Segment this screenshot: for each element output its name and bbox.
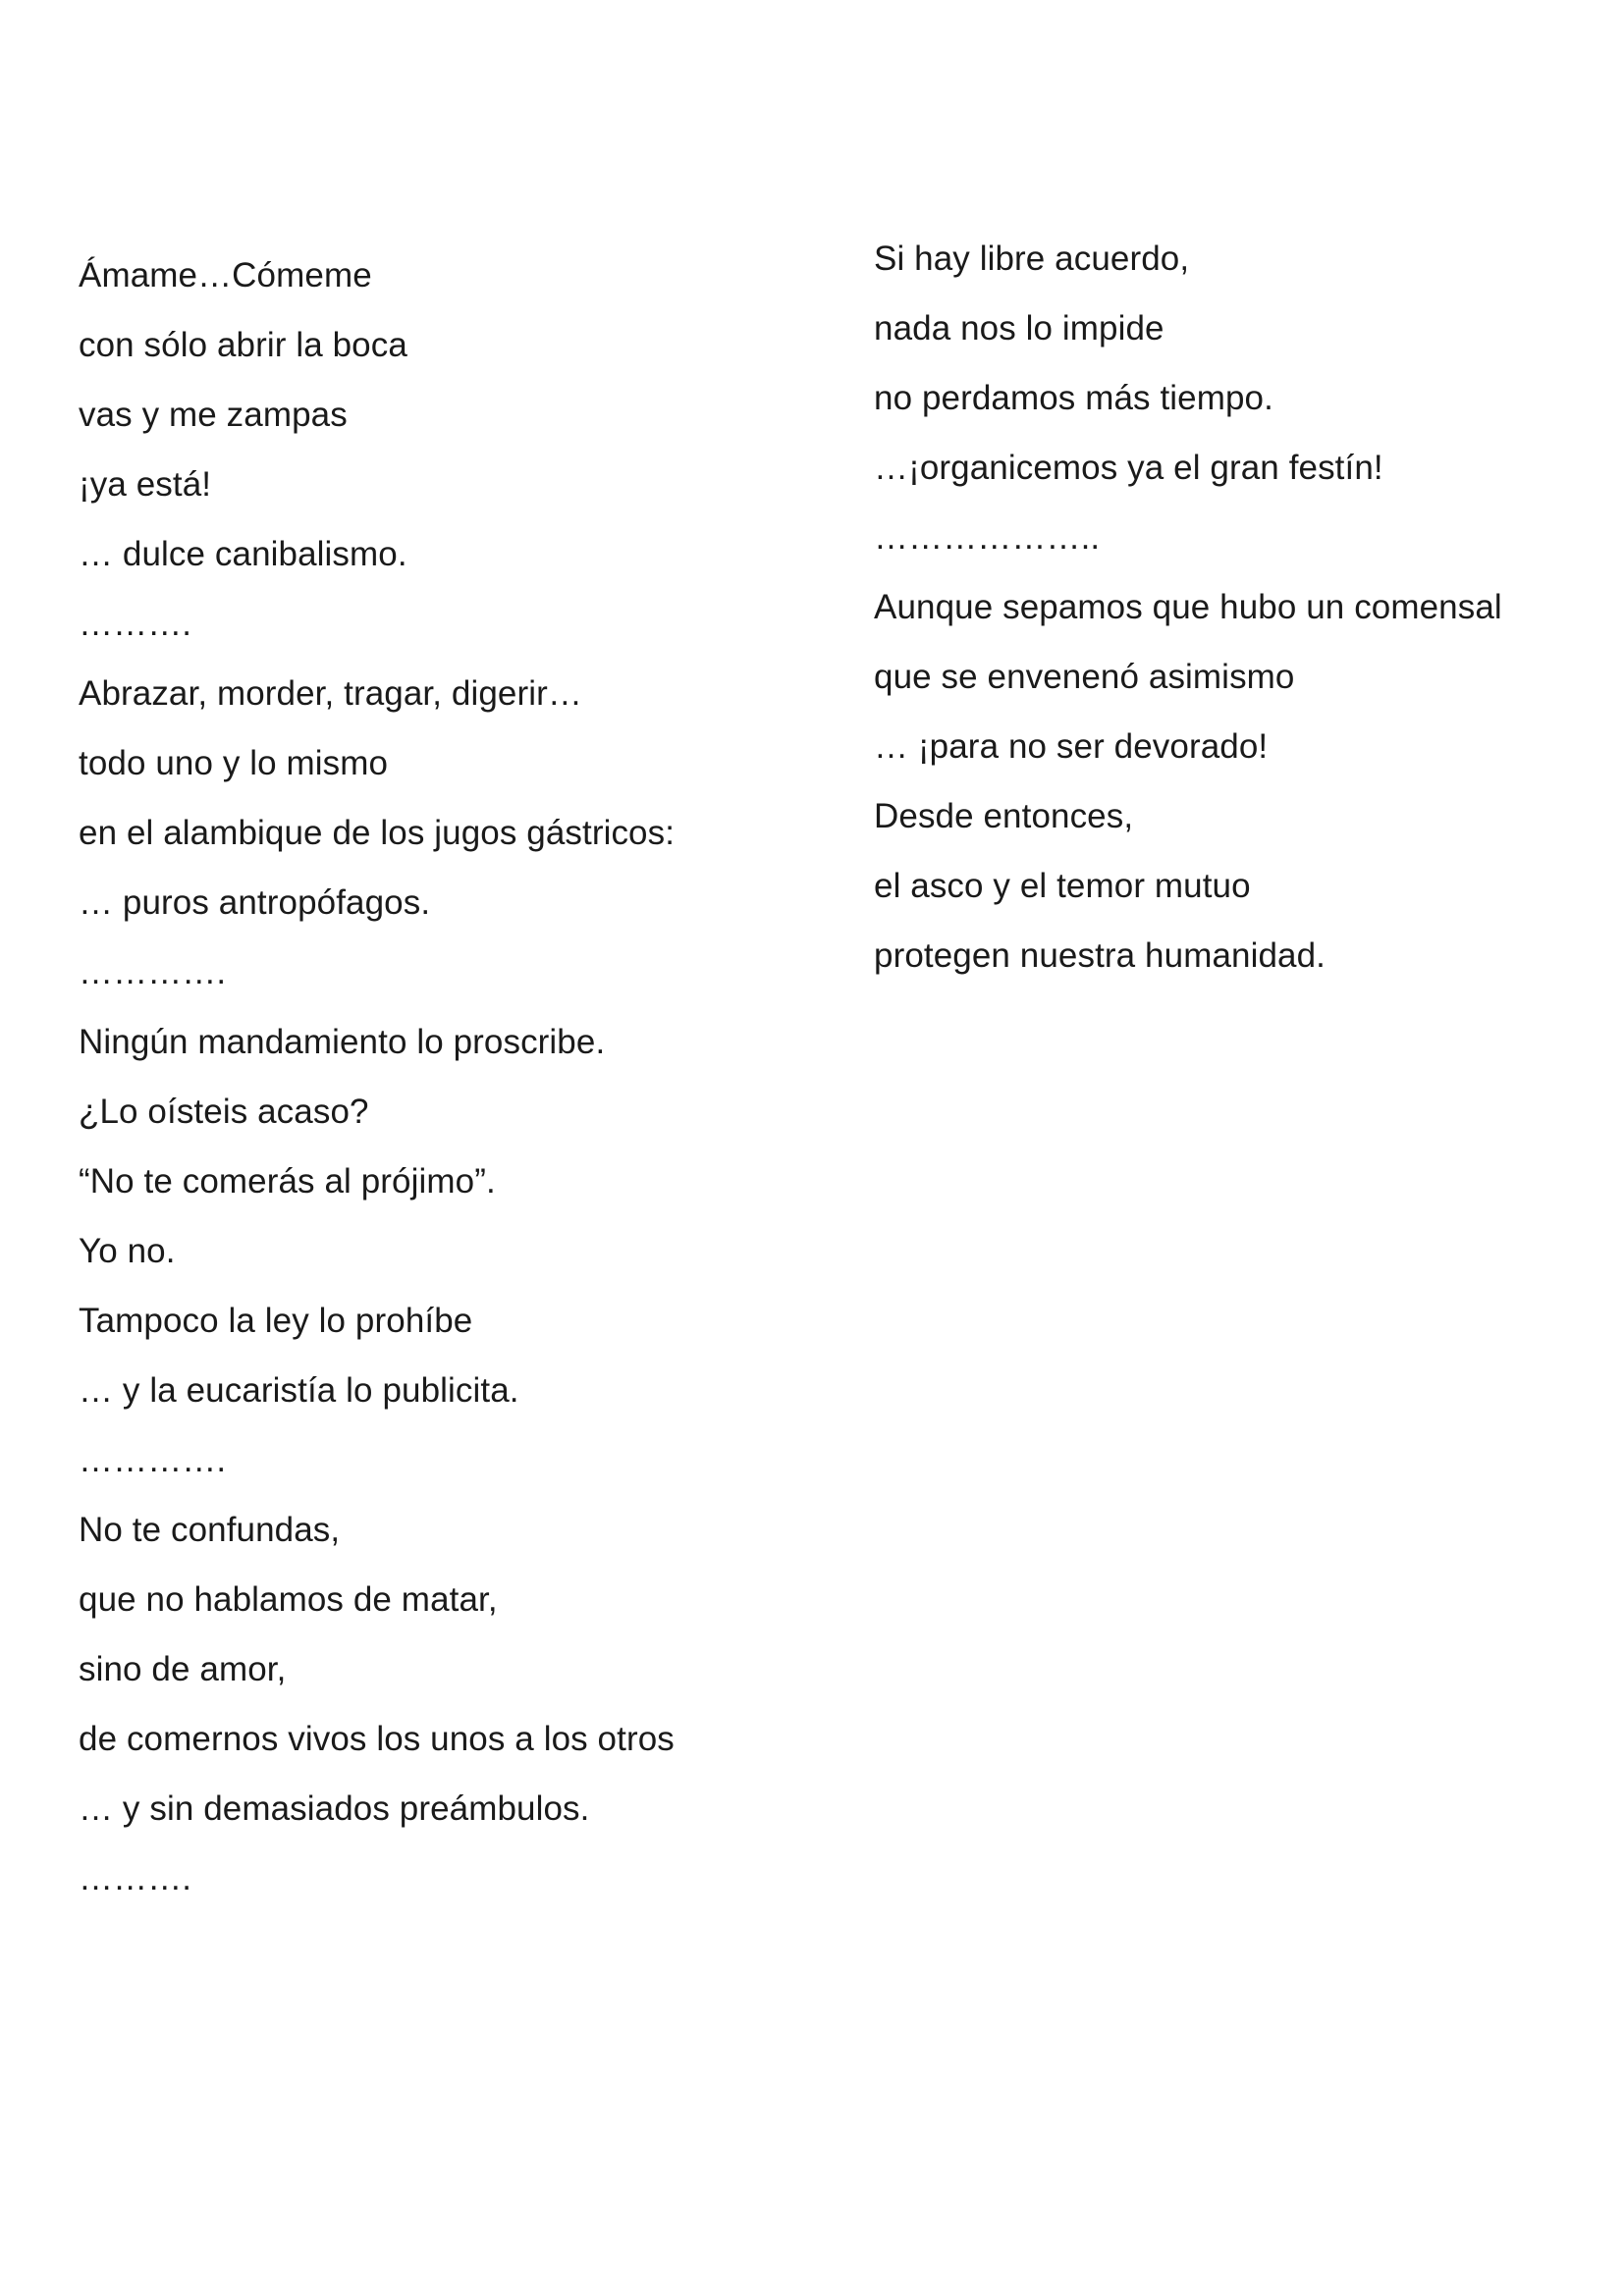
poem-line: … y la eucaristía lo publicita. — [79, 1371, 519, 1410]
poem-line: Si hay libre acuerdo, — [874, 240, 1190, 278]
poem-separator: ……………….. — [874, 518, 1101, 557]
poem-line: ¿Lo oísteis acaso? — [79, 1093, 369, 1131]
poem-line: ¡ya está! — [79, 465, 212, 504]
poem-line: No te confundas, — [79, 1511, 341, 1549]
poem-separator: …………. — [79, 1441, 227, 1479]
poem-line: que se envenenó asimismo — [874, 658, 1295, 696]
poem-line: … ¡para no ser devorado! — [874, 727, 1269, 766]
poem-line: en el alambique de los jugos gástricos: — [79, 814, 676, 852]
poem-line: … y sin demasiados preámbulos. — [79, 1789, 590, 1828]
poem-left-column — [79, 248, 805, 1921]
poem-line: sino de amor, — [79, 1650, 287, 1688]
poem-line: Abrazar, morder, tragar, digerir… — [79, 674, 582, 713]
poem-line: todo uno y lo mismo — [79, 744, 389, 782]
poem-separator: …………. — [79, 953, 227, 991]
poem-line: Ámame…Cómeme — [79, 256, 372, 294]
poem-line: que no hablamos de matar, — [79, 1580, 498, 1619]
poem-line: con sólo abrir la boca — [79, 326, 407, 364]
poem-line: Desde entonces, — [874, 797, 1134, 835]
poem-separator: ………. — [79, 605, 192, 643]
poem-line: el asco y el temor mutuo — [874, 867, 1251, 905]
poem-line: vas y me zampas — [79, 396, 348, 434]
poem-line: “No te comerás al prójimo”. — [79, 1162, 496, 1201]
poem-line: no perdamos más tiempo. — [874, 379, 1273, 417]
poem-line: … dulce canibalismo. — [79, 535, 407, 573]
poem-line: Ningún mandamiento lo proscribe. — [79, 1023, 606, 1061]
poem-line: Aunque sepamos que hubo un comensal — [874, 588, 1502, 626]
poem-separator: ………. — [79, 1859, 192, 1897]
poem-line: Tampoco la ley lo prohíbe — [79, 1302, 473, 1340]
poem-line: … puros antropófagos. — [79, 883, 431, 922]
poem-line: …¡organicemos ya el gran festín! — [874, 449, 1383, 487]
poem-line: Yo no. — [79, 1232, 176, 1270]
poem-line: nada nos lo impide — [874, 309, 1164, 347]
poem-line: de comernos vivos los unos a los otros — [79, 1720, 675, 1758]
poem-right-column — [874, 232, 1581, 998]
poem-line: protegen nuestra humanidad. — [874, 936, 1326, 975]
